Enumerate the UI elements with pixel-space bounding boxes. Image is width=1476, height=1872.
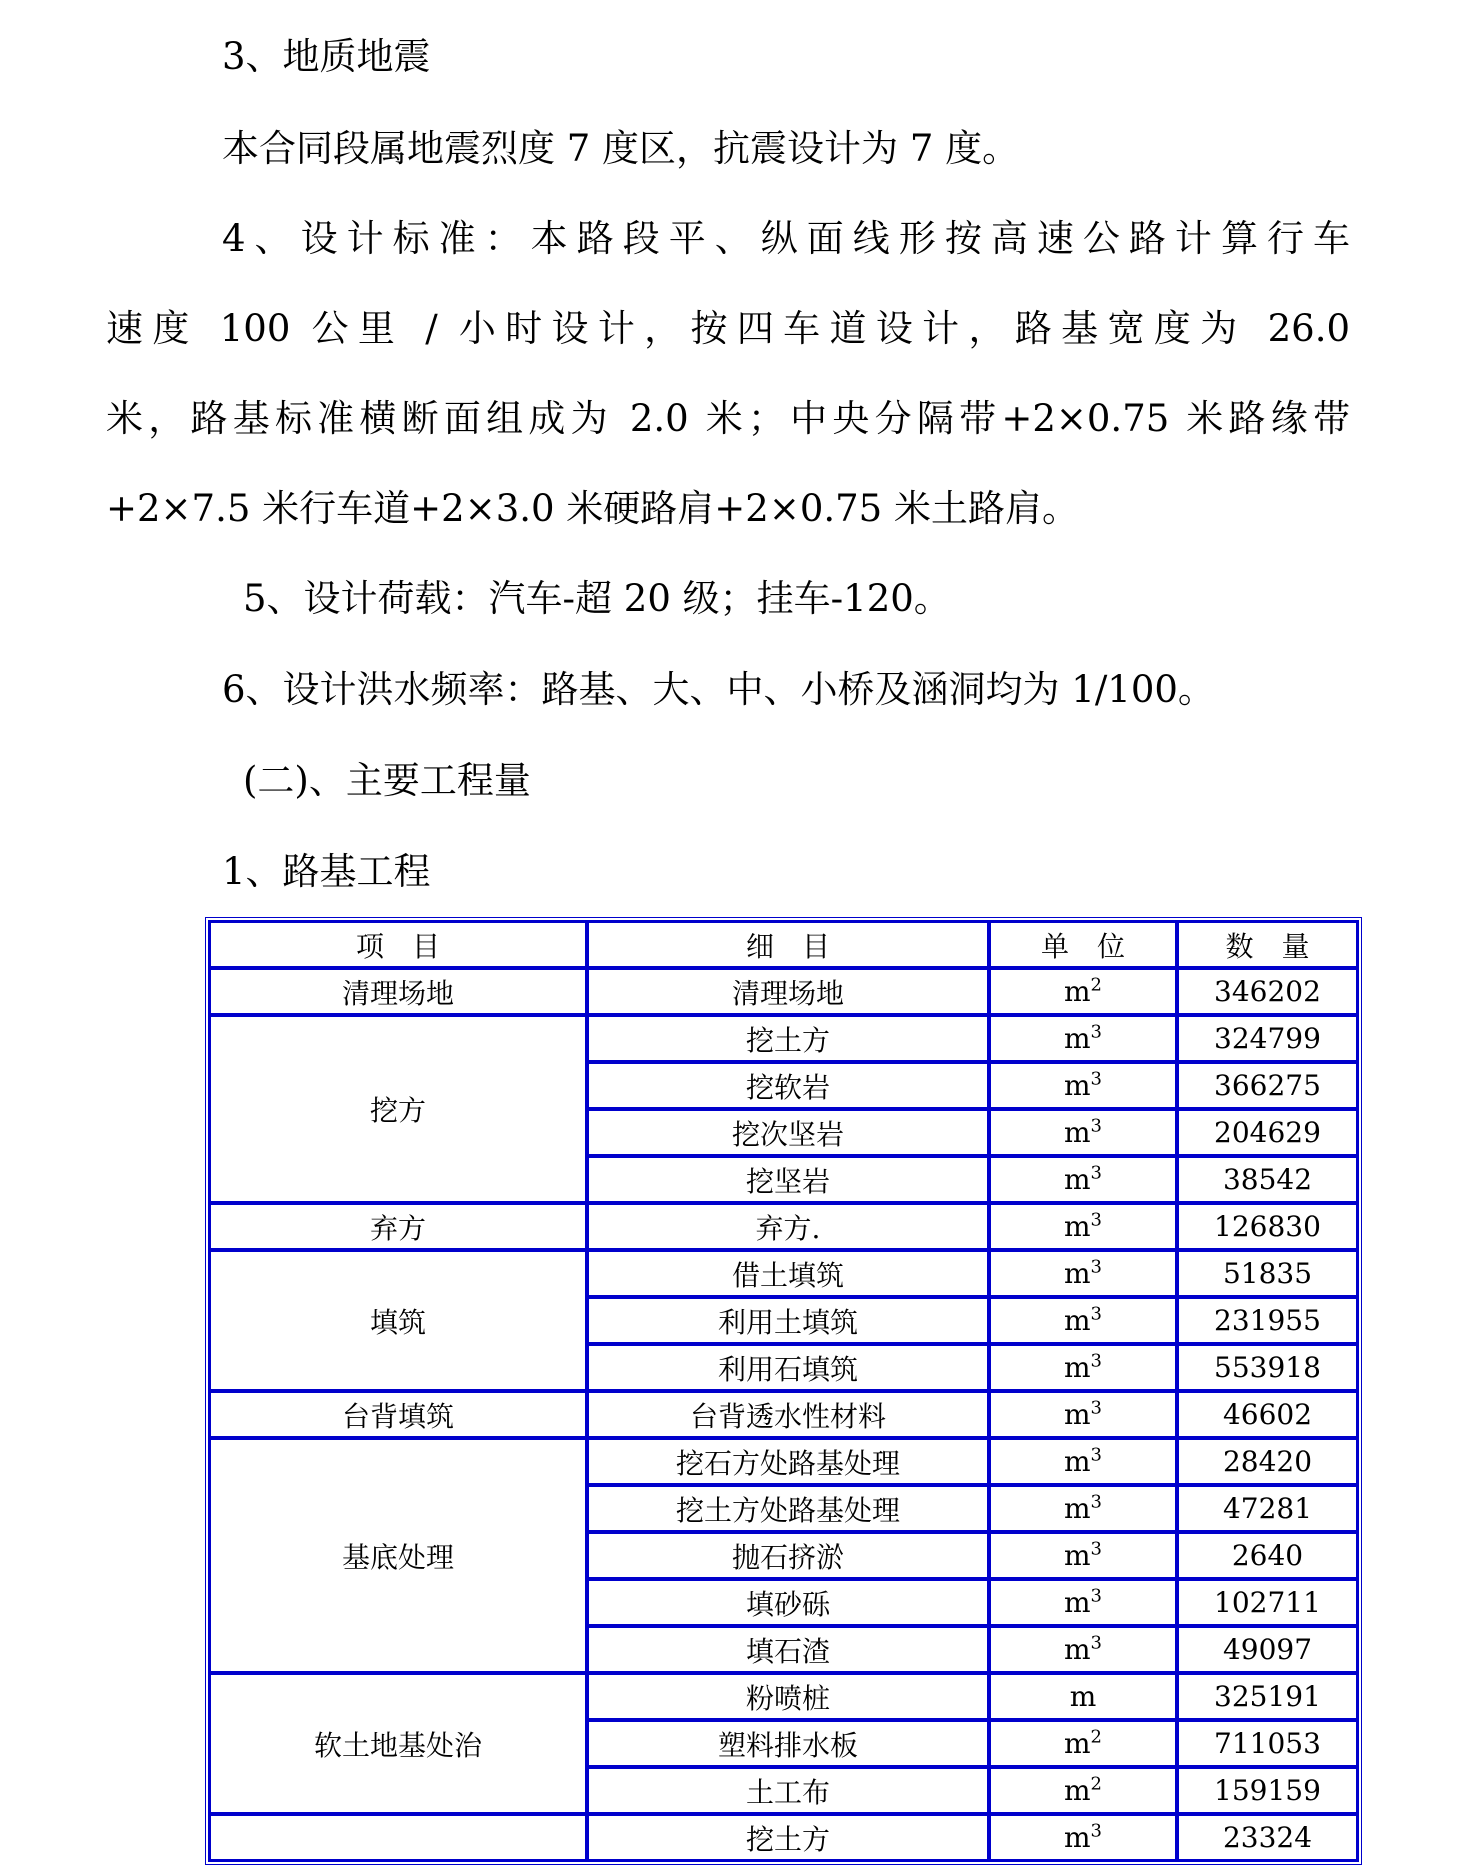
- cell-quantity: 38542: [1177, 1156, 1358, 1203]
- unit-base: m: [1063, 1398, 1091, 1431]
- cell-detail: 塑料排水板: [587, 1720, 989, 1767]
- cell-detail: 挖土方: [587, 1015, 989, 1062]
- cell-item: 清理场地: [209, 968, 587, 1015]
- table-row: [209, 1673, 1358, 1720]
- cell-unit: [989, 1720, 1177, 1767]
- table-row: [209, 1391, 1358, 1438]
- unit-exponent: 3: [1090, 1585, 1102, 1607]
- cell-detail: 挖坚岩: [587, 1156, 989, 1203]
- unit-base: m: [1063, 1257, 1091, 1290]
- cell-detail: 粉喷桩: [587, 1673, 989, 1720]
- unit-base: m: [1063, 1774, 1091, 1807]
- unit-base: m: [1063, 1727, 1091, 1760]
- cell-detail: 填石渣: [587, 1626, 989, 1673]
- cell-quantity: 324799: [1177, 1015, 1358, 1062]
- unit-exponent: 3: [1090, 1021, 1102, 1043]
- paragraph-design-standard-line4: +2×7.5 米行车道+2×3.0 米硬路肩+2×0.75 米土路肩。: [106, 487, 1079, 530]
- unit-base: m: [1063, 1445, 1091, 1478]
- heading-subgrade-works: 1、路基工程: [222, 850, 431, 893]
- cell-unit: [989, 1344, 1177, 1391]
- unit-base: m: [1063, 1210, 1091, 1243]
- unit-exponent: 2: [1090, 1726, 1102, 1748]
- table-row: [209, 1015, 1358, 1062]
- cell-quantity: 325191: [1177, 1673, 1358, 1720]
- cell-item: 台背填筑: [209, 1391, 587, 1438]
- table-row: [209, 1250, 1358, 1297]
- cell-quantity: 204629: [1177, 1109, 1358, 1156]
- cell-unit: [989, 1109, 1177, 1156]
- heading-main-quantities: (二)、主要工程量: [243, 759, 531, 802]
- cell-detail: 台背透水性材料: [587, 1391, 989, 1438]
- cell-unit: [989, 1485, 1177, 1532]
- unit-exponent: 3: [1090, 1115, 1102, 1137]
- unit-exponent: 2: [1090, 1773, 1102, 1795]
- cell-quantity: 366275: [1177, 1062, 1358, 1109]
- unit-exponent: 3: [1090, 1209, 1102, 1231]
- cell-item: 弃方: [209, 1203, 587, 1250]
- cell-detail: 借土填筑: [587, 1250, 989, 1297]
- heading-geology: 3、地质地震: [222, 35, 431, 78]
- cell-unit: [989, 1814, 1177, 1861]
- cell-detail: 弃方.: [587, 1203, 989, 1250]
- paragraph-seismic: 本合同段属地震烈度 7 度区，抗震设计为 7 度。: [222, 127, 1020, 170]
- cell-unit: [989, 1626, 1177, 1673]
- cell-detail: 土工布: [587, 1767, 989, 1814]
- cell-detail: 挖软岩: [587, 1062, 989, 1109]
- unit-exponent: 3: [1090, 1162, 1102, 1184]
- table-row: [209, 968, 1358, 1015]
- unit-base: m: [1063, 1586, 1091, 1619]
- unit-base: m: [1063, 1539, 1091, 1572]
- cell-unit: [989, 1062, 1177, 1109]
- cell-unit: [989, 1250, 1177, 1297]
- cell-quantity: 102711: [1177, 1579, 1358, 1626]
- unit-base: m: [1063, 975, 1091, 1008]
- unit-exponent: 2: [1090, 974, 1102, 996]
- cell-item: 填筑: [209, 1250, 587, 1391]
- table-header-row: [209, 921, 1358, 968]
- cell-item: [209, 1814, 587, 1861]
- cell-detail: 挖土方处路基处理: [587, 1485, 989, 1532]
- cell-quantity: 51835: [1177, 1250, 1358, 1297]
- unit-base: m: [1063, 1821, 1091, 1854]
- cell-detail: 抛石挤淤: [587, 1532, 989, 1579]
- cell-quantity: 47281: [1177, 1485, 1358, 1532]
- paragraph-design-load: 5、设计荷载：汽车-超 20 级；挂车-120。: [243, 577, 951, 620]
- header-item: 项 目: [209, 921, 587, 968]
- cell-unit: [989, 1203, 1177, 1250]
- cell-quantity: 49097: [1177, 1626, 1358, 1673]
- table-row: [209, 1438, 1358, 1485]
- cell-quantity: 159159: [1177, 1767, 1358, 1814]
- unit-base: m: [1063, 1069, 1091, 1102]
- unit-exponent: 3: [1090, 1068, 1102, 1090]
- cell-unit: [989, 1532, 1177, 1579]
- table-row: [209, 1814, 1358, 1861]
- cell-item: 基底处理: [209, 1438, 587, 1673]
- unit-base: m: [1063, 1304, 1091, 1337]
- cell-detail: 利用石填筑: [587, 1344, 989, 1391]
- unit-exponent: 3: [1090, 1820, 1102, 1842]
- unit-exponent: 3: [1090, 1256, 1102, 1278]
- unit-exponent: 3: [1090, 1444, 1102, 1466]
- header-quantity: 数 量: [1177, 921, 1358, 968]
- header-unit: 单 位: [989, 921, 1177, 968]
- cell-quantity: 23324: [1177, 1814, 1358, 1861]
- unit-base: m: [1063, 1351, 1091, 1384]
- cell-quantity: 231955: [1177, 1297, 1358, 1344]
- cell-item: 挖方: [209, 1015, 587, 1203]
- cell-item: 软土地基处治: [209, 1673, 587, 1814]
- quantity-table: [205, 917, 1362, 1865]
- paragraph-flood-frequency: 6、设计洪水频率：路基、大、中、小桥及涵洞均为 1/100。: [222, 668, 1215, 711]
- unit-exponent: 3: [1090, 1350, 1102, 1372]
- cell-unit: [989, 968, 1177, 1015]
- cell-unit: [989, 1438, 1177, 1485]
- cell-unit: [989, 1391, 1177, 1438]
- unit-exponent: 3: [1090, 1632, 1102, 1654]
- unit-exponent: 3: [1090, 1397, 1102, 1419]
- cell-unit: [989, 1579, 1177, 1626]
- unit-base: m: [1063, 1022, 1091, 1055]
- cell-detail: 挖土方: [587, 1814, 989, 1861]
- cell-quantity: 711053: [1177, 1720, 1358, 1767]
- cell-detail: 利用土填筑: [587, 1297, 989, 1344]
- cell-detail: 填砂砾: [587, 1579, 989, 1626]
- cell-detail: 挖次坚岩: [587, 1109, 989, 1156]
- unit-exponent: 3: [1090, 1491, 1102, 1513]
- cell-unit: [989, 1673, 1177, 1720]
- paragraph-design-standard-line2: 速度 100 公里 / 小时设计，按四车道设计，路基宽度为 26.0: [106, 307, 1350, 350]
- cell-quantity: 126830: [1177, 1203, 1358, 1250]
- cell-unit: [989, 1015, 1177, 1062]
- cell-unit: [989, 1156, 1177, 1203]
- cell-unit: [989, 1297, 1177, 1344]
- cell-quantity: 2640: [1177, 1532, 1358, 1579]
- unit-base: m: [1063, 1492, 1091, 1525]
- unit-base: m: [1063, 1116, 1091, 1149]
- paragraph-design-standard-line3: 米，路基标准横断面组成为 2.0 米；中央分隔带+2×0.75 米路缘带: [106, 397, 1350, 440]
- unit-exponent: 3: [1090, 1538, 1102, 1560]
- cell-unit: [989, 1767, 1177, 1814]
- cell-detail: 清理场地: [587, 968, 989, 1015]
- cell-quantity: 553918: [1177, 1344, 1358, 1391]
- header-detail: 细 目: [587, 921, 989, 968]
- unit-exponent: 3: [1090, 1303, 1102, 1325]
- paragraph-design-standard-line1: 4、设计标准：本路段平、纵面线形按高速公路计算行车: [222, 217, 1350, 260]
- cell-quantity: 46602: [1177, 1391, 1358, 1438]
- unit-base: m: [1069, 1680, 1097, 1713]
- table-body: [209, 968, 1358, 1861]
- unit-base: m: [1063, 1163, 1091, 1196]
- cell-detail: 挖石方处路基处理: [587, 1438, 989, 1485]
- unit-base: m: [1063, 1633, 1091, 1666]
- cell-quantity: 28420: [1177, 1438, 1358, 1485]
- table-row: [209, 1203, 1358, 1250]
- cell-quantity: 346202: [1177, 968, 1358, 1015]
